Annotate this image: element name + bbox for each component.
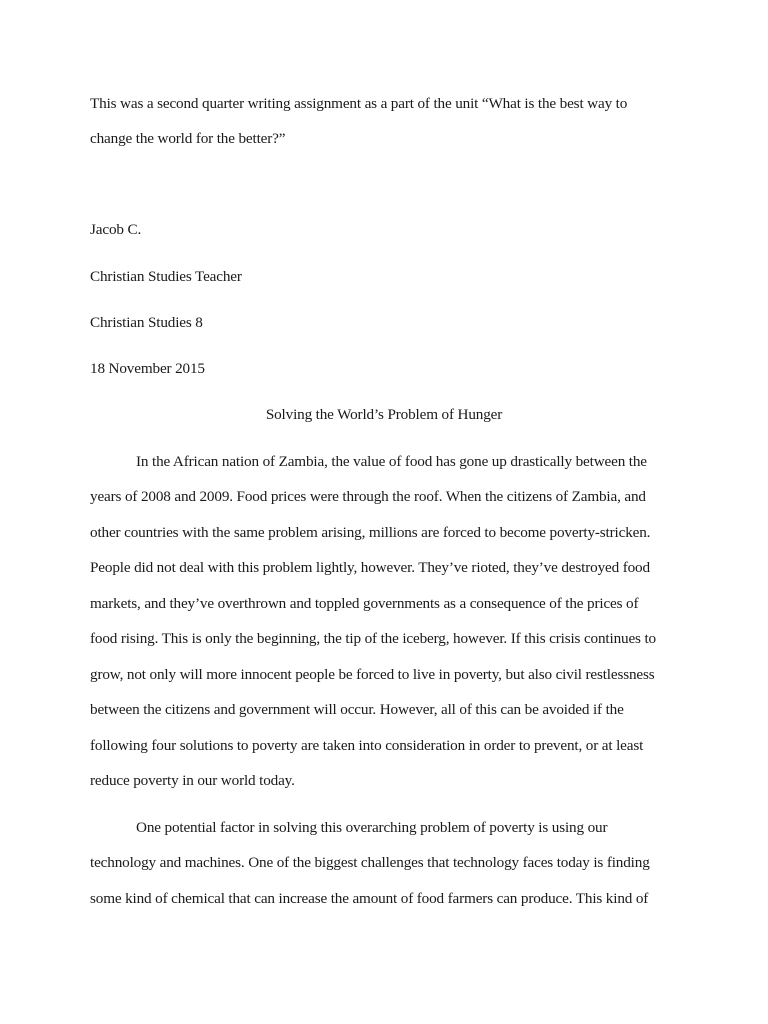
- paragraph-1-line: years of 2008 and 2009. Food prices were through the roof. When the citizens of Zambia, and: [90, 488, 646, 505]
- essay-title: Solving the World’s Problem of Hunger: [265, 406, 503, 423]
- intro-line-2: change the world for the better?”: [90, 130, 286, 147]
- paragraph-2-line: technology and machines. One of the biggest challenges that technology faces today is finding: [90, 854, 650, 871]
- paragraph-1-line: In the African nation of Zambia, the value of food has gone up drastically between the: [136, 453, 647, 470]
- assignment-date: 18 November 2015: [90, 360, 205, 377]
- paragraph-2-line: some kind of chemical that can increase the amount of food farmers can produce. This kind of: [90, 890, 649, 907]
- paragraph-1-line: other countries with the same problem arising, millions are forced to become poverty-stricken.: [90, 524, 651, 541]
- paragraph-1-line: People did not deal with this problem lightly, however. They’ve rioted, they’ve destroyed food: [90, 559, 650, 576]
- course-name: Christian Studies 8: [90, 314, 203, 331]
- paragraph-1-line: between the citizens and government will occur. However, all of this can be avoided if the: [90, 701, 624, 718]
- paragraph-1-line: following four solutions to poverty are taken into consideration in order to prevent, or at least: [90, 737, 644, 754]
- teacher-name: Christian Studies Teacher: [90, 268, 242, 285]
- paragraph-1-line: markets, and they’ve overthrown and toppled governments as a consequence of the prices of: [90, 595, 639, 612]
- student-name: Jacob C.: [90, 221, 142, 238]
- paragraph-1-line: reduce poverty in our world today.: [90, 772, 295, 789]
- paragraph-2-line: One potential factor in solving this overarching problem of poverty is using our: [136, 819, 608, 836]
- paragraph-1-line: grow, not only will more innocent people be forced to live in poverty, but also civil restlessness: [90, 666, 655, 683]
- intro-line-1: This was a second quarter writing assignment as a part of the unit “What is the best way to: [90, 95, 628, 112]
- paragraph-1-line: food rising. This is only the beginning, the tip of the iceberg, however. If this crisis continues to: [90, 630, 656, 647]
